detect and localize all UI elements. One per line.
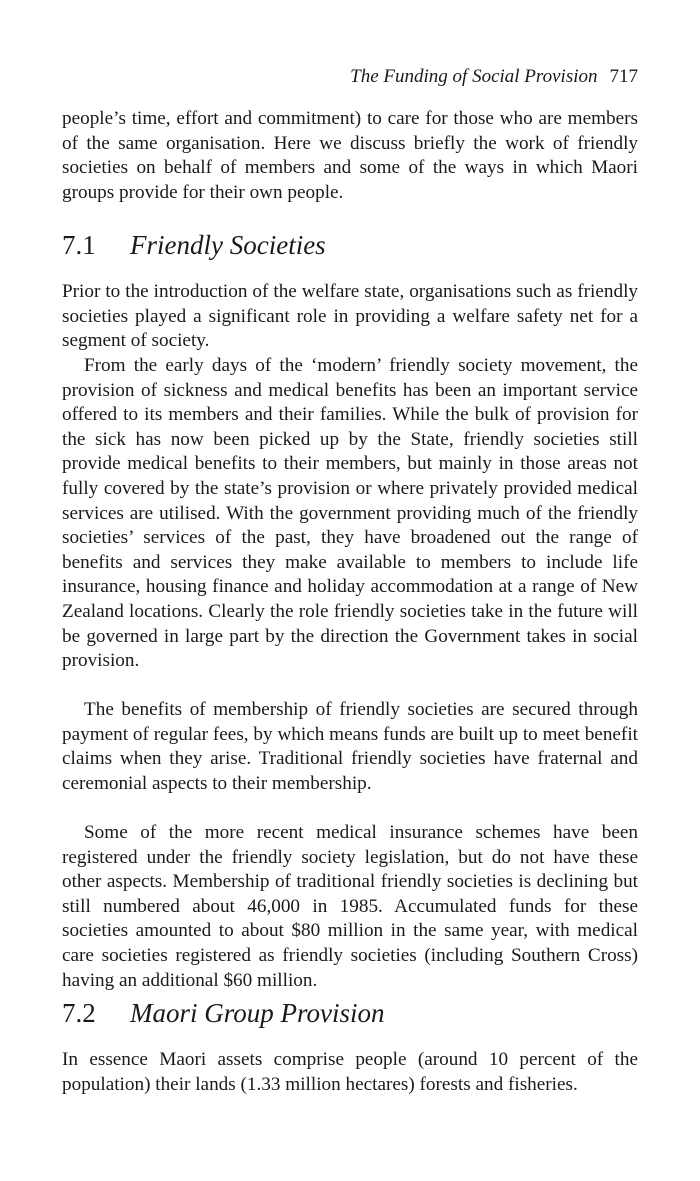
section-title: Friendly Societies bbox=[130, 230, 326, 260]
page-number: 717 bbox=[609, 66, 638, 87]
running-head bbox=[350, 66, 638, 88]
paragraph-maori-assets: In essence Maori assets comprise people (around 10 percent of the population) their lands (1.33 million hectares) forests and fisheries. bbox=[62, 1049, 638, 1095]
section-number: 7.2 bbox=[62, 998, 96, 1028]
section-title: Maori Group Provision bbox=[130, 998, 385, 1028]
paragraph-membership-fees: The benefits of membership of friendly societies are secured through payment of regular fees, by which means funds are built up to meet benefit claims when they arise. Traditional friendly societies have fraternal and ceremonial aspects to their membership. bbox=[62, 699, 638, 794]
running-head-title: The Funding of Social Provision bbox=[350, 66, 598, 87]
section-heading-7-1 bbox=[62, 230, 326, 261]
section-number: 7.1 bbox=[62, 230, 96, 260]
paragraph-medical-benefits: From the early days of the ‘modern’ friendly society movement, the provision of sickness and medical benefits has been an important service offered to its members and their families. While the bulk of provision for the sick has now been picked up by the State, friendly societies still provide medical benefits to their members, but mainly in those areas not fully covered by the state’s provision or where privately provided medical services are utilised. With the government providing much of the friendly societies’ services of the past, they have broadened out the range of benefits and services they make available to members to include life insurance, housing finance and holiday accommodation at a range of New Zealand locations. Clearly the role friendly societies take in the future will be governed in large part by the direction the Government takes in social provision. bbox=[62, 355, 638, 672]
paragraph-welfare-state: Prior to the introduction of the welfare state, organisations such as friendly societies played a significant role in providing a welfare safety net for a segment of society. bbox=[62, 281, 638, 352]
paragraph-intro: people’s time, effort and commitment) to care for those who are members of the same organisation. Here we discuss briefly the work of friendly societies on behalf of members and some of the ways in which Maori groups provide for their own people. bbox=[62, 108, 638, 203]
section-heading-7-2 bbox=[62, 998, 385, 1029]
paragraph-medical-insurance: Some of the more recent medical insurance schemes have been registered under the friendly society legislation, but do not have these other aspects. Membership of traditional friendly societies is declining but still numbered about 46,000 in 1985. Accumulated funds for these societies amounted to about $80 million in the same year, with medical care societies registered as friendly societies (including Southern Cross) having an additional $60 million. bbox=[62, 822, 638, 991]
